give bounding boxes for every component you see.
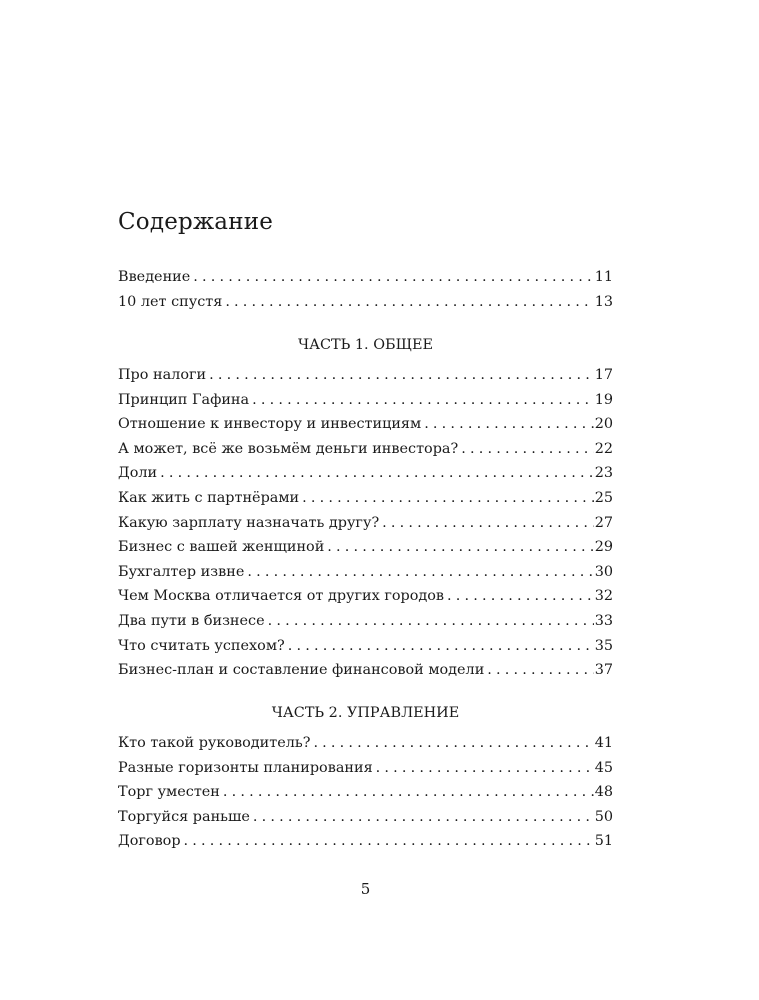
dot-leader	[313, 731, 593, 756]
dot-leader	[193, 265, 593, 290]
toc-entry-title: А может, всё же возьмём деньги инвестора?	[118, 440, 459, 457]
toc-entry-title: Торгуйся раньше	[118, 808, 250, 825]
toc-entry-title: Договор	[118, 833, 181, 850]
toc-entry[interactable]	[118, 363, 613, 388]
toc-entry-page: 20	[594, 416, 613, 433]
dot-leader	[288, 634, 594, 659]
toc-entry[interactable]	[118, 535, 613, 560]
dot-leader	[223, 780, 594, 805]
toc-entry[interactable]	[118, 780, 613, 805]
dot-leader	[247, 560, 593, 585]
toc-entry-title: Бизнес с вашей женщиной	[118, 539, 325, 556]
toc-entry-title: Какую зарплату назначать другу?	[118, 514, 380, 531]
toc-entry-title: Доли	[118, 465, 158, 482]
toc-entry-page: 30	[594, 563, 613, 580]
toc-entry[interactable]	[118, 511, 613, 536]
toc-entry[interactable]	[118, 290, 613, 315]
toc-entry-title: Что считать успехом?	[118, 637, 285, 654]
toc-entry-title: Отношение к инвестору и инвестициям	[118, 416, 422, 433]
toc-entry[interactable]	[118, 412, 613, 437]
toc-entry[interactable]	[118, 388, 613, 413]
toc-entry-title: Бухгалтер извне	[118, 563, 245, 580]
toc-entry-page: 35	[594, 637, 613, 654]
toc-entry-page: 11	[594, 269, 613, 285]
toc-entry-title: Торг уместен	[118, 784, 220, 801]
toc-entry-title: 10 лет спустя	[118, 293, 223, 310]
toc-entry[interactable]	[118, 461, 613, 486]
dot-leader	[461, 437, 593, 462]
toc-entry-page: 33	[594, 612, 613, 629]
part-2-entries	[118, 731, 613, 854]
dot-leader	[209, 363, 594, 388]
toc-entry-page: 23	[594, 465, 613, 482]
intro-entries	[118, 265, 613, 314]
toc-entry-title: Кто такой руководитель?	[118, 735, 311, 751]
dot-leader	[268, 609, 594, 634]
toc-entry-page: 19	[594, 391, 613, 408]
dot-leader	[447, 584, 594, 609]
toc-entry[interactable]	[118, 756, 613, 781]
toc-entry-page: 41	[594, 735, 613, 751]
toc-entry[interactable]	[118, 634, 613, 659]
toc-entry-title: Чем Москва отличается от других городов	[118, 588, 445, 605]
part-1-entries	[118, 363, 613, 683]
toc-entry-page: 29	[594, 539, 613, 556]
toc-title: Содержание	[118, 209, 274, 235]
toc-entry-title: Введение	[118, 269, 191, 285]
toc-entry-page: 50	[594, 808, 613, 825]
dot-leader	[253, 805, 594, 830]
toc-entry-page: 37	[594, 662, 613, 679]
toc-entry-page: 25	[594, 489, 613, 506]
toc-entry[interactable]	[118, 560, 613, 585]
toc-entry[interactable]	[118, 486, 613, 511]
dot-leader	[376, 756, 594, 781]
dot-leader	[487, 658, 593, 683]
dot-leader	[327, 535, 593, 560]
toc-entry-page: 45	[594, 759, 613, 776]
dot-leader	[160, 461, 594, 486]
dot-leader	[252, 388, 594, 413]
toc-entry-title: Как жить с партнёрами	[118, 489, 300, 506]
toc-entry[interactable]	[118, 829, 613, 854]
toc-entry[interactable]	[118, 584, 613, 609]
toc-entry-page: 17	[594, 367, 613, 383]
dot-leader	[184, 829, 594, 854]
toc-entry[interactable]	[118, 265, 613, 290]
toc-entry-page: 13	[594, 293, 613, 310]
toc-entry[interactable]	[118, 658, 613, 683]
part-1-heading: ЧАСТЬ 1. ОБЩЕЕ	[297, 337, 433, 353]
toc-entry-title: Про налоги	[118, 367, 207, 383]
toc-entry-page: 22	[594, 440, 613, 457]
dot-leader	[225, 290, 593, 315]
toc-entry[interactable]	[118, 805, 613, 830]
toc-entry[interactable]	[118, 609, 613, 634]
toc-entry[interactable]	[118, 437, 613, 462]
toc-entry-title: Бизнес-план и составление финансовой модели	[118, 662, 485, 679]
toc-entry-title: Два пути в бизнесе	[118, 612, 265, 629]
toc-entry-title: Разные горизонты планирования	[118, 759, 373, 776]
toc-entry-title: Принцип Гафина	[118, 391, 250, 408]
dot-leader	[302, 486, 594, 511]
dot-leader	[382, 511, 594, 536]
dot-leader	[424, 412, 594, 437]
page-number: 5	[360, 880, 371, 898]
toc-entry-page: 27	[594, 514, 613, 531]
toc-entry[interactable]	[118, 731, 613, 756]
part-2-heading: ЧАСТЬ 2. УПРАВЛЕНИЕ	[271, 705, 460, 721]
toc-entry-page: 32	[594, 588, 613, 605]
toc-entry-page: 51	[594, 833, 613, 850]
toc-entry-page: 48	[594, 784, 613, 801]
